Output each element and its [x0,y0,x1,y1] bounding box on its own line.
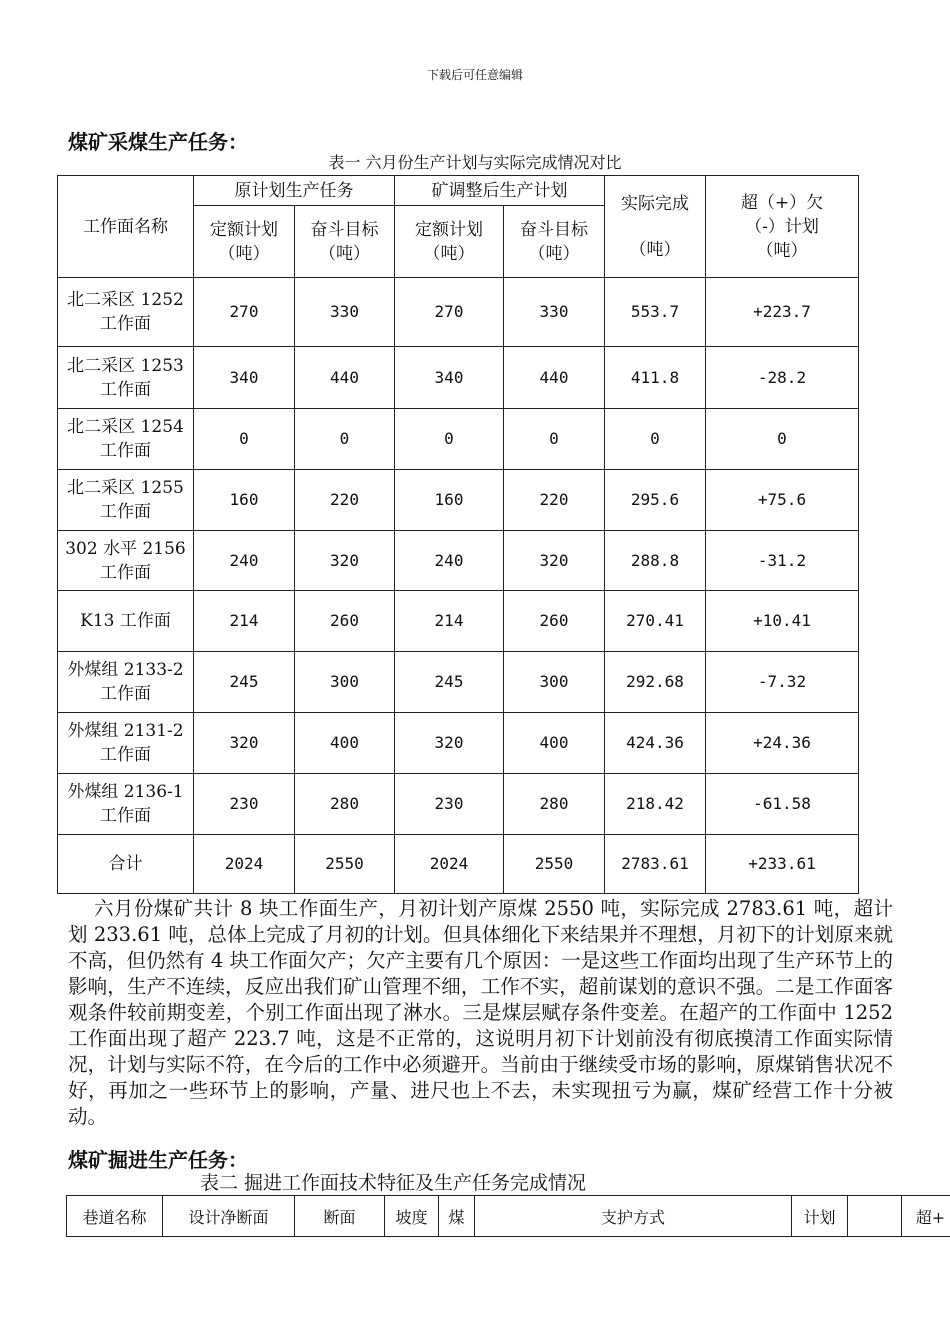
t2-header-coal: 煤 [439,1196,475,1237]
header-orig-plan: 原计划生产任务 [194,176,395,206]
header-quota-adj: 定额计划 （吨） [395,206,504,278]
row-value: 270 [194,278,295,347]
row-value: 295.6 [605,470,706,531]
row-value: 2783.61 [605,835,706,894]
row-value: 280 [504,774,605,835]
t2-header-design-section: 设计净断面 [163,1196,295,1237]
row-value: -31.2 [706,531,859,591]
header-actual: 实际完成 （吨） [605,176,706,278]
production-plan-table [57,175,859,894]
header-name: 工作面名称 [58,176,194,278]
row-value: +75.6 [706,470,859,531]
row-value: 411.8 [605,347,706,409]
row-value: 260 [295,591,395,652]
t2-header-blank [848,1196,902,1237]
row-value: 320 [395,713,504,774]
row-value: 320 [194,713,295,774]
section-title-mining: 煤矿采煤生产任务： [68,130,248,154]
row-value: 160 [395,470,504,531]
row-value: 240 [194,531,295,591]
row-value: 280 [295,774,395,835]
row-value: 0 [194,409,295,470]
table2-caption: 表二 掘进工作面技术特征及生产任务完成情况 [200,1172,587,1194]
row-value: 230 [194,774,295,835]
row-name: 302 水平 2156 工作面 [58,531,194,591]
table-row [58,591,859,652]
row-value: 220 [504,470,605,531]
row-value: 292.68 [605,652,706,713]
row-value: 440 [295,347,395,409]
table-row [58,278,859,347]
table-row [58,713,859,774]
t2-header-support: 支护方式 [475,1196,792,1237]
row-value: +24.36 [706,713,859,774]
row-value: 2024 [395,835,504,894]
row-value: 270 [395,278,504,347]
t2-header-section: 断面 [295,1196,385,1237]
table1-caption: 表一 六月份生产计划与实际完成情况对比 [328,153,622,172]
header-diff: 超（+）欠（-）计划 （吨） [706,176,859,278]
row-name: 北二采区 1254 工作面 [58,409,194,470]
table-row [58,347,859,409]
row-value: 260 [504,591,605,652]
row-value: 245 [395,652,504,713]
row-value: 160 [194,470,295,531]
row-name: 北二采区 1252 工作面 [58,278,194,347]
row-value: 330 [295,278,395,347]
row-value: 2550 [504,835,605,894]
table-row [58,470,859,531]
row-value: -7.32 [706,652,859,713]
row-value: 270.41 [605,591,706,652]
row-value: 288.8 [605,531,706,591]
row-name: 外煤组 2133-2 工作面 [58,652,194,713]
row-name: 北二采区 1253 工作面 [58,347,194,409]
row-value: 220 [295,470,395,531]
row-value: 214 [194,591,295,652]
row-value: +223.7 [706,278,859,347]
row-value: 2550 [295,835,395,894]
row-value: 340 [395,347,504,409]
row-name: 外煤组 2131-2 工作面 [58,713,194,774]
row-value: 300 [295,652,395,713]
table-row [58,531,859,591]
row-value: 240 [395,531,504,591]
header-note: 下载后可任意编辑 [426,68,523,82]
row-value: 2024 [194,835,295,894]
row-name: 北二采区 1255 工作面 [58,470,194,531]
row-value: 245 [194,652,295,713]
row-value: 400 [504,713,605,774]
t2-header-slope: 坡度 [385,1196,439,1237]
row-value: 0 [504,409,605,470]
row-value: 440 [504,347,605,409]
header-target: 奋斗目标 （吨） [295,206,395,278]
header-quota: 定额计划 （吨） [194,206,295,278]
t2-header-plan: 计划 [792,1196,848,1237]
row-value: 0 [395,409,504,470]
row-value: -61.58 [706,774,859,835]
row-value: 214 [395,591,504,652]
row-value: 230 [395,774,504,835]
row-value: 340 [194,347,295,409]
row-name: 合计 [58,835,194,894]
t2-header-roadway: 巷道名称 [67,1196,163,1237]
row-name: 外煤组 2136-1 工作面 [58,774,194,835]
header-adjusted-plan: 矿调整后生产计划 [395,176,605,206]
row-value: 218.42 [605,774,706,835]
row-value: 300 [504,652,605,713]
row-value: 0 [295,409,395,470]
section-title-tunneling: 煤矿掘进生产任务： [68,1148,248,1172]
row-value: 553.7 [605,278,706,347]
row-value: 320 [504,531,605,591]
tunneling-table [66,1195,950,1237]
summary-paragraph: 六月份煤矿共计 8 块工作面生产，月初计划产原煤 2550 吨，实际完成 2783.61 吨，超计划 233.61 吨，总体上完成了月初的计划。但具体细化下来结果并不理想，月初下的计划原来就不高，但仍然有 4 块工作面欠产；欠产主要有几个原因：一是这些工作面均出现了生产环节上的影响，生产不连续，反应出我们矿山管理不细，工作不实，超前谋划的意识不强。二是工作面客观条件较前期变差，个别工作面出现了淋水。三是煤层赋存条件变差。在超产的工作面中 1252 工作面出现了超产 223.7 吨，这是不正常的，这说明月初下计划前没有彻底摸清工作面实际情况，计划与实际不符，在今后的工作中必须避开。当前由于继续受市场的影响，原煤销售状况不好，再加之一些环节上的影响，产量、进尺也上不去，未实现扭亏为赢，煤矿经营工作十分被动。 [68,897,893,1128]
row-value: 330 [504,278,605,347]
row-value: 0 [706,409,859,470]
row-value: +233.61 [706,835,859,894]
table-row [58,835,859,894]
t2-header-over: 超+ [902,1196,950,1237]
row-name: K13 工作面 [58,591,194,652]
row-value: 400 [295,713,395,774]
table-row [58,652,859,713]
row-value: 320 [295,531,395,591]
row-value: -28.2 [706,347,859,409]
header-target-adj: 奋斗目标 （吨） [504,206,605,278]
row-value: +10.41 [706,591,859,652]
row-value: 0 [605,409,706,470]
table-row [58,409,859,470]
table-row [58,774,859,835]
row-value: 424.36 [605,713,706,774]
